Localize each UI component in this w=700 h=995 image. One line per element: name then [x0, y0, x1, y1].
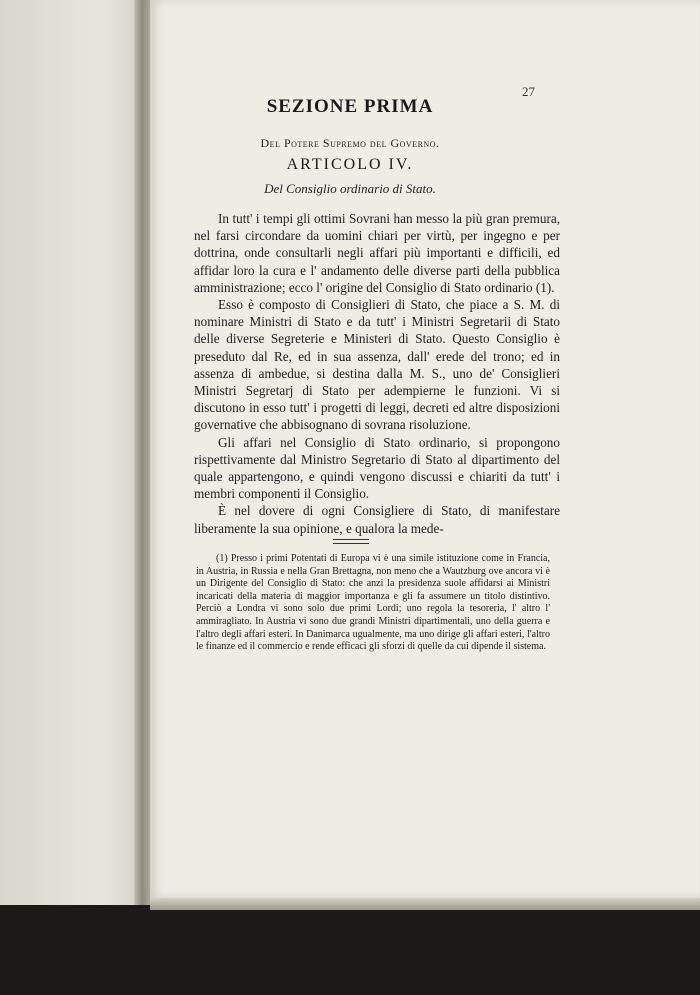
paragraph: Gli affari nel Consiglio di Stato ordinario, si propongono rispettivamente dal Ministro Segretario di Stato al dipartimento del quale appartengono, e quindi vengono discussi e chiariti da tutt' i membri componenti il Consiglio. — [194, 434, 560, 502]
footnote — [196, 553, 550, 654]
paragraph: Esso è composto di Consiglieri di Stato, che piace a S. M. di nominare Ministri di Stato e da tutt' i Ministri Segretarii di Stato delle diverse Segreterie e Ministeri di Stato. Questo Consiglio è preseduto dal Re, ed in sua assenza, dall' erede del trono; ed in assenza di ambedue, si destina dalla M. S., uno de' Consiglieri Ministri Segretarj di Stato per adempierne le funzioni. Vi si discutono in esso tutt' i progetti di leggi, decreti ed altre disposizioni governative che abbisognano di sovrana risoluzione. — [194, 297, 560, 433]
body-text — [194, 210, 560, 537]
footnote-separator — [333, 539, 369, 544]
paragraph: In tutt' i tempi gli ottimi Sovrani han messo la più gran premura, nel farsi circondare da uomini chiari per virtù, per ingegno e per dottrina, onde consultarli negli affari più importanti e difficili, ed affidar loro la cura e l' andamento delle diverse parti della pubblica amministrazione; ecco l' origine del Consiglio di Stato ordinario (1). — [194, 211, 560, 295]
page-number: 27 — [522, 84, 535, 99]
facing-page-edge — [0, 0, 150, 905]
article-title: Del Consiglio ordinario di Stato. — [264, 181, 436, 196]
paragraph: È nel dovere di ogni Consigliere di Stato, di manifestare liberamente la sua opinione, e qualora la mede- — [194, 503, 560, 536]
footnote-text: (1) Presso i primi Potentati di Europa vi è una simile istituzione come in Francia, in Austria, in Russia e nella Gran Brettagna, non meno che a Wautzburg ove ancora vi è un Dirigente del Consiglio di Stato: che anzi la presidenza suole affidarsi ai Ministri incaricati della materia di maggior importanza e gli fa assumere un titolo distintivo. Perciò a Londra vi sono solo due primi Lordi; uno regola la tesoreria, l' altro l' ammiragliato. In Austria vi sono due grandi Ministri dipartimentali, uno della guerra e l'altro degli affari esteri. In Danimarca ugualmente, ma uno dirige gli affari esteri, l'altro le finanze ed il commercio e rende efficaci gli sforzi di quelle da cui dipende il sistema. — [196, 553, 550, 653]
page-bottom-edge — [150, 898, 700, 910]
article-number: ARTICOLO IV. — [286, 156, 414, 173]
section-title: SEZIONE PRIMA — [266, 96, 434, 117]
section-subtitle: Del Potere Supremo del Governo. — [260, 136, 440, 150]
